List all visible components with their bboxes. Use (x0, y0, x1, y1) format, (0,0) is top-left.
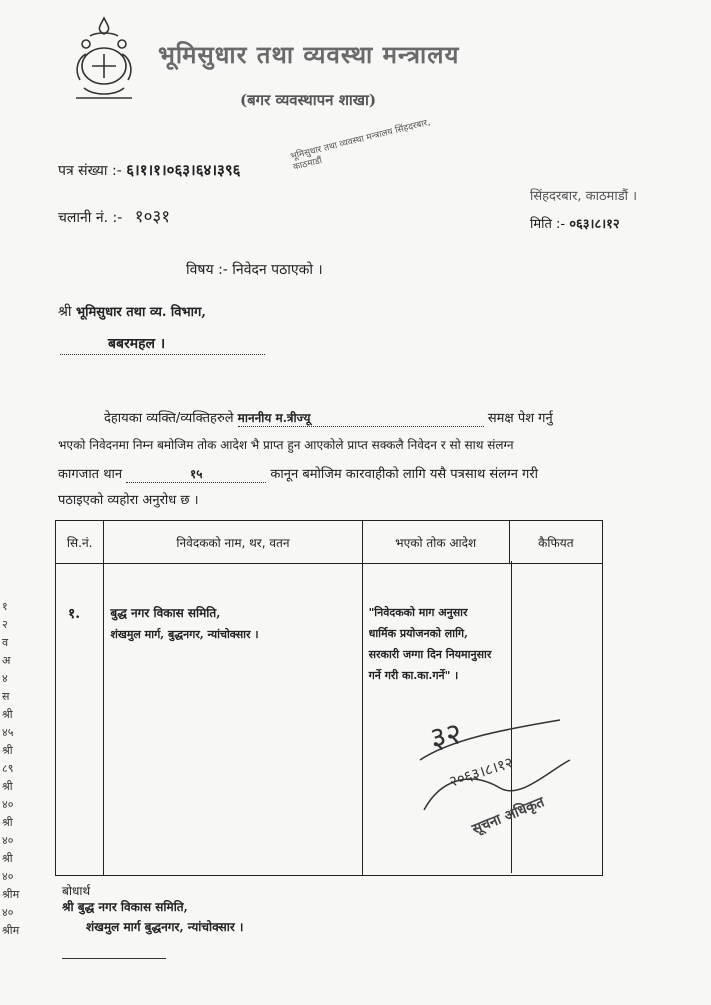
col-order: भएको तोक आदेश (362, 521, 509, 564)
body-line-3 (58, 464, 538, 483)
reference-number (58, 160, 240, 180)
left-edge-mark: श्री (2, 744, 13, 757)
place: सिंहदरबार, काठमाडौं । (530, 189, 638, 204)
date-label: मिति :- (530, 217, 566, 232)
body-line3-fill: १५ (126, 465, 266, 483)
left-edge-mark: श्री (2, 780, 13, 793)
left-edge-mark: श्री (2, 708, 13, 721)
left-edge-mark: २ (2, 618, 8, 631)
addressee-line1 (58, 302, 206, 321)
addressee-prefix: श्री (58, 304, 72, 320)
applications-table (55, 520, 603, 876)
left-edge-mark: स (2, 690, 10, 703)
addressee-line2: बबरमहल । (108, 336, 166, 352)
left-edge-mark: ८९ (2, 762, 14, 775)
body-line1-start: देहायका व्यक्ति/व्यक्तिहरुले (104, 411, 234, 426)
col-applicant: निवेदकको नाम, थर, वतन (104, 521, 362, 564)
footer-line-1: श्री बुद्ध नगर विकास समिति, (62, 900, 188, 914)
order-line-1: "निवेदकको माग अनुसार (368, 606, 468, 619)
body-line1-end: समक्ष पेश गर्नु (487, 411, 553, 426)
left-edge-mark: ४० (2, 834, 14, 847)
col-remarks: कैफियत (509, 521, 602, 564)
col-serial: सि.नं. (56, 521, 104, 564)
addressee-underline (60, 354, 265, 355)
subject-label: विषय :- (186, 262, 228, 278)
footer-line-2: शंखमुल मार्ग बुद्धनगर, न्यांचोक्सार । (86, 920, 244, 934)
order-line-4: गर्ने गरी का.का.गर्ने" । (368, 669, 459, 682)
letter-date (530, 214, 620, 232)
row-serial (56, 564, 104, 876)
left-edge-mark: ४ (2, 672, 8, 685)
subject (186, 260, 323, 279)
left-edge-mark: अ (2, 654, 11, 667)
left-edge-mark: ४५ (2, 726, 14, 739)
signature-date: २०६३।८।१२ (446, 753, 516, 791)
row-applicant (104, 564, 362, 876)
left-edge-marks (2, 598, 19, 940)
signature-title: सूचना अधिकृत (469, 794, 547, 838)
reference-value: ६।१।१।०६३।६४।३९६ (126, 161, 241, 179)
order-line-3: सरकारी जग्गा दिन नियमानुसार (368, 648, 492, 661)
left-edge-mark: व (2, 636, 9, 649)
left-edge-mark: ४० (2, 798, 14, 811)
office-stamp: भूमिसुधार तथा व्यवस्था मन्त्रालय सिंहदरबार, काठमाडौं (289, 117, 432, 173)
applicant-name: बुद्ध नगर विकास समिति, (110, 606, 221, 620)
body-line-2: भएको निवेदनमा निम्न बमोजिम तोक आदेश भै प्राप्त हुन आएकोले प्राप्त सक्कलै निवेदन र सो साथ संलग्न (58, 438, 514, 452)
left-edge-mark: श्री (2, 852, 13, 865)
left-edge-mark: श्रीम (2, 888, 20, 901)
footer-underline (62, 958, 166, 959)
dispatch-label: चलानी नं. :- (58, 210, 123, 226)
reference-label: पत्र संख्या :- (58, 163, 122, 179)
order-line-2: धार्मिक प्रयोजनको लागि, (368, 627, 468, 640)
dispatch-number (58, 204, 170, 227)
serial-value: १. (68, 606, 81, 622)
left-edge-mark: ४० (2, 906, 14, 919)
body-line3-start: कागजात थान (58, 467, 123, 482)
nepal-coat-of-arms-icon (66, 14, 142, 106)
signature-number: ३२ (427, 716, 465, 757)
left-edge-mark: ४० (2, 870, 14, 883)
table-header-row (56, 521, 603, 564)
body-line1-fill: माननीय म.त्रीज्यू (238, 409, 484, 427)
applicant-address: शंखमुल मार्ग, बुद्धनगर, न्यांचोक्सार । (110, 628, 259, 641)
footer-label: बोधार्थ (62, 884, 91, 898)
body-line-4: पठाइएको व्यहोरा अनुरोध छ । (58, 493, 199, 508)
date-value: ०६३।८।१२ (569, 217, 620, 232)
addressee-office: भूमिसुधार तथा व्य. विभाग, (76, 305, 206, 320)
subject-text: निवेदन पठाएको । (232, 262, 323, 278)
branch-name: (बगर व्यवस्थापन शाखा) (240, 91, 377, 109)
dispatch-value: १०३१ (134, 207, 171, 227)
left-edge-mark: श्री (2, 816, 13, 829)
left-edge-mark: श्रीम (2, 924, 20, 937)
left-edge-mark: १ (2, 600, 8, 613)
office-name: भूमिसुधार तथा व्यवस्था मन्त्रालय (158, 40, 460, 69)
body-line-1 (104, 408, 553, 427)
body-line3-end: कानून बमोजिम कारवाहीको लागि यसै पत्रसाथ संलग्न गरी (270, 467, 539, 482)
